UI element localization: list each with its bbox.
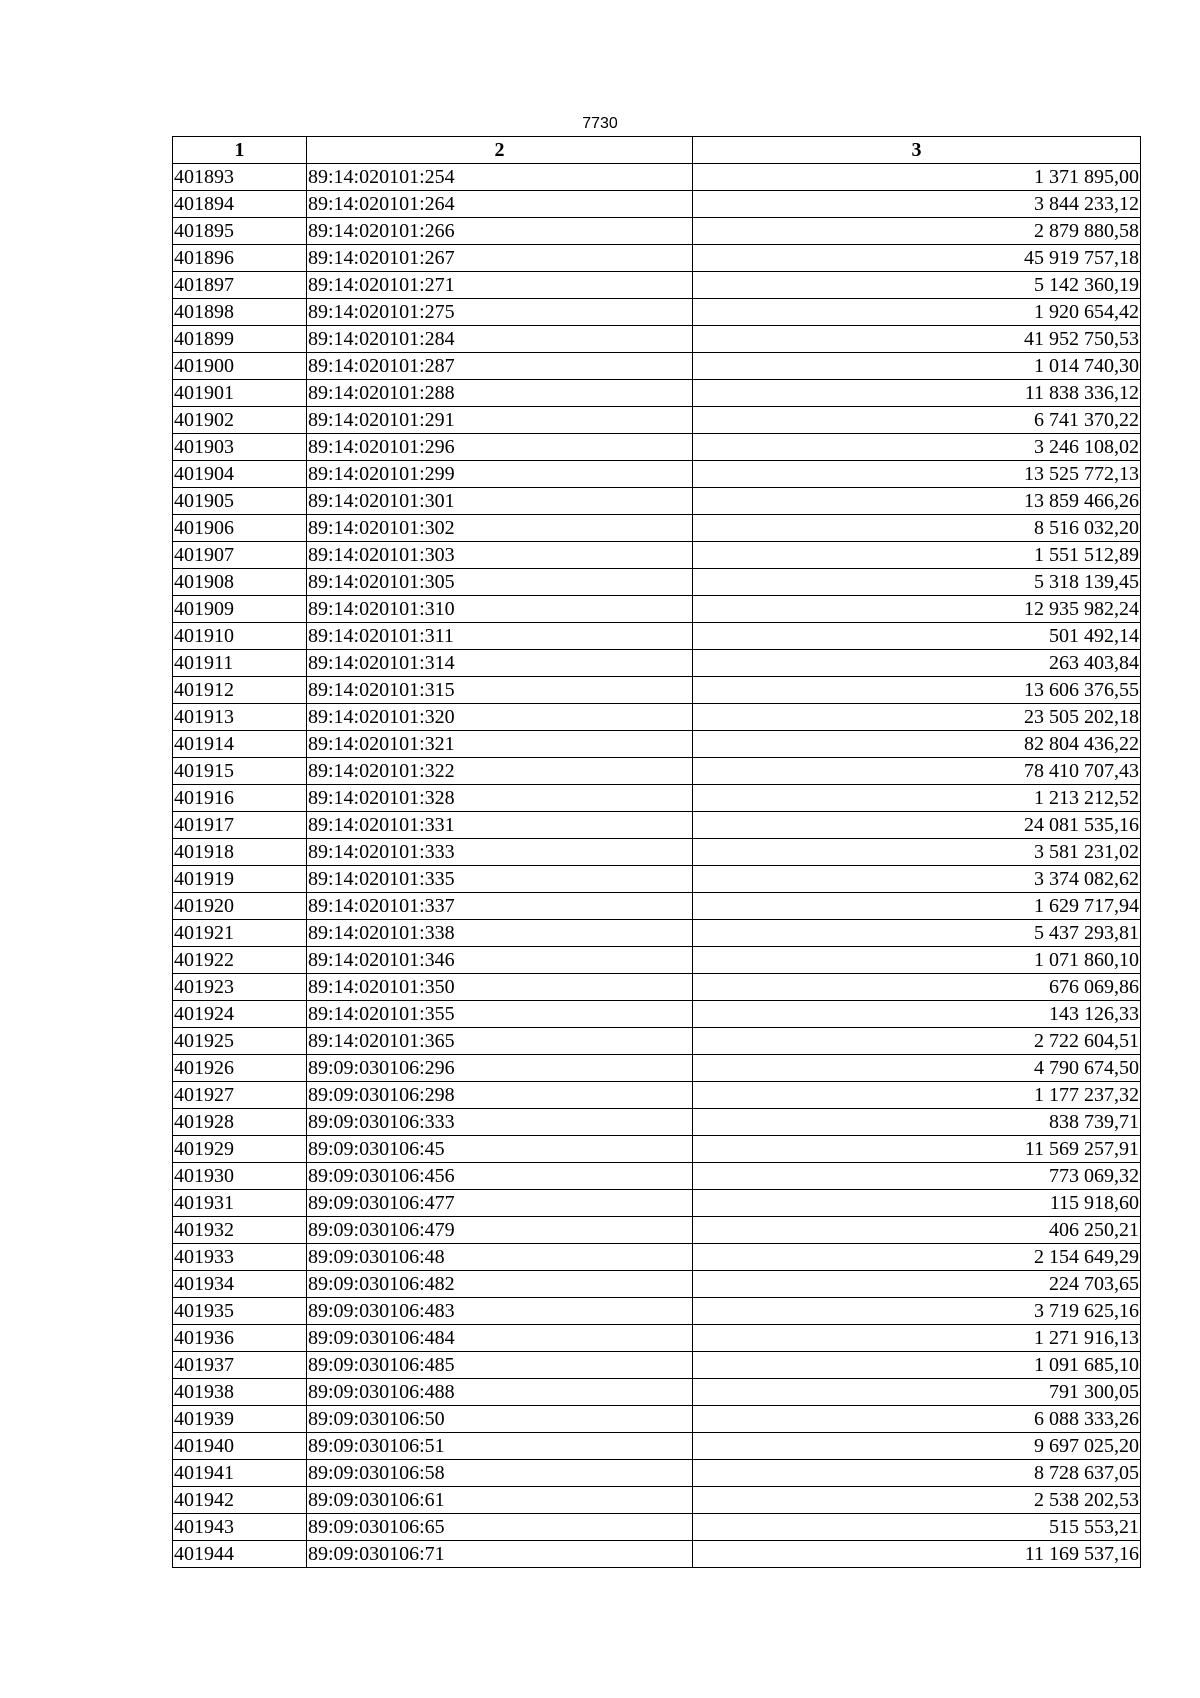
value-cell: 23 505 202,18 (693, 704, 1141, 731)
row-number-cell: 401912 (173, 677, 307, 704)
table-row (173, 758, 1141, 785)
row-number-cell: 401919 (173, 866, 307, 893)
table-row (173, 569, 1141, 596)
table-row (173, 1352, 1141, 1379)
table-row (173, 353, 1141, 380)
row-number-cell: 401924 (173, 1001, 307, 1028)
table-row (173, 650, 1141, 677)
value-cell: 4 790 674,50 (693, 1055, 1141, 1082)
value-cell: 838 739,71 (693, 1109, 1141, 1136)
row-number-cell: 401898 (173, 299, 307, 326)
cadastral-number-cell: 89:14:020101:346 (307, 947, 693, 974)
cadastral-number-cell: 89:09:030106:45 (307, 1136, 693, 1163)
value-cell: 11 838 336,12 (693, 380, 1141, 407)
row-number-cell: 401925 (173, 1028, 307, 1055)
cadastral-number-cell: 89:14:020101:310 (307, 596, 693, 623)
value-cell: 13 606 376,55 (693, 677, 1141, 704)
data-table (172, 136, 1141, 1568)
value-cell: 6 088 333,26 (693, 1406, 1141, 1433)
cadastral-number-cell: 89:14:020101:275 (307, 299, 693, 326)
cadastral-number-cell: 89:09:030106:65 (307, 1514, 693, 1541)
value-cell: 3 581 231,02 (693, 839, 1141, 866)
table-row (173, 704, 1141, 731)
cadastral-number-cell: 89:14:020101:338 (307, 920, 693, 947)
cadastral-number-cell: 89:14:020101:305 (307, 569, 693, 596)
table-row (173, 812, 1141, 839)
table-row (173, 272, 1141, 299)
column-header-3: 3 (693, 137, 1141, 164)
row-number-cell: 401934 (173, 1271, 307, 1298)
value-cell: 11 569 257,91 (693, 1136, 1141, 1163)
value-cell: 143 126,33 (693, 1001, 1141, 1028)
cadastral-number-cell: 89:14:020101:271 (307, 272, 693, 299)
row-number-cell: 401922 (173, 947, 307, 974)
cadastral-number-cell: 89:14:020101:311 (307, 623, 693, 650)
row-number-cell: 401931 (173, 1190, 307, 1217)
cadastral-number-cell: 89:09:030106:61 (307, 1487, 693, 1514)
table-row (173, 974, 1141, 1001)
cadastral-number-cell: 89:14:020101:331 (307, 812, 693, 839)
row-number-cell: 401911 (173, 650, 307, 677)
cadastral-number-cell: 89:09:030106:296 (307, 1055, 693, 1082)
row-number-cell: 401920 (173, 893, 307, 920)
table-row (173, 1325, 1141, 1352)
table-row (173, 1001, 1141, 1028)
row-number-cell: 401910 (173, 623, 307, 650)
row-number-cell: 401896 (173, 245, 307, 272)
row-number-cell: 401894 (173, 191, 307, 218)
table-row (173, 1541, 1141, 1568)
cadastral-number-cell: 89:14:020101:299 (307, 461, 693, 488)
row-number-cell: 401921 (173, 920, 307, 947)
value-cell: 13 525 772,13 (693, 461, 1141, 488)
table-row (173, 1406, 1141, 1433)
cadastral-number-cell: 89:14:020101:301 (307, 488, 693, 515)
table-header-row (173, 137, 1141, 164)
table-row (173, 1271, 1141, 1298)
value-cell: 82 804 436,22 (693, 731, 1141, 758)
table-row (173, 1487, 1141, 1514)
cadastral-number-cell: 89:09:030106:456 (307, 1163, 693, 1190)
table-row (173, 785, 1141, 812)
value-cell: 676 069,86 (693, 974, 1141, 1001)
table-row (173, 488, 1141, 515)
row-number-cell: 401902 (173, 407, 307, 434)
row-number-cell: 401935 (173, 1298, 307, 1325)
column-header-2: 2 (307, 137, 693, 164)
value-cell: 2 722 604,51 (693, 1028, 1141, 1055)
value-cell: 1 071 860,10 (693, 947, 1141, 974)
row-number-cell: 401928 (173, 1109, 307, 1136)
cadastral-number-cell: 89:14:020101:322 (307, 758, 693, 785)
row-number-cell: 401930 (173, 1163, 307, 1190)
value-cell: 5 437 293,81 (693, 920, 1141, 947)
row-number-cell: 401903 (173, 434, 307, 461)
value-cell: 45 919 757,18 (693, 245, 1141, 272)
cadastral-number-cell: 89:14:020101:296 (307, 434, 693, 461)
cadastral-number-cell: 89:14:020101:328 (307, 785, 693, 812)
value-cell: 41 952 750,53 (693, 326, 1141, 353)
table-row (173, 1082, 1141, 1109)
row-number-cell: 401908 (173, 569, 307, 596)
row-number-cell: 401914 (173, 731, 307, 758)
value-cell: 1 014 740,30 (693, 353, 1141, 380)
value-cell: 1 177 237,32 (693, 1082, 1141, 1109)
cadastral-number-cell: 89:14:020101:288 (307, 380, 693, 407)
cadastral-number-cell: 89:09:030106:488 (307, 1379, 693, 1406)
table-row (173, 1514, 1141, 1541)
value-cell: 2 154 649,29 (693, 1244, 1141, 1271)
cadastral-number-cell: 89:09:030106:333 (307, 1109, 693, 1136)
table-row (173, 1055, 1141, 1082)
table-row (173, 893, 1141, 920)
cadastral-number-cell: 89:14:020101:267 (307, 245, 693, 272)
table-row (173, 623, 1141, 650)
cadastral-number-cell: 89:14:020101:291 (307, 407, 693, 434)
table-row (173, 947, 1141, 974)
table-row (173, 1217, 1141, 1244)
row-number-cell: 401900 (173, 353, 307, 380)
row-number-cell: 401906 (173, 515, 307, 542)
row-number-cell: 401933 (173, 1244, 307, 1271)
cadastral-number-cell: 89:09:030106:71 (307, 1541, 693, 1568)
table-row (173, 1298, 1141, 1325)
table-row (173, 434, 1141, 461)
cadastral-number-cell: 89:14:020101:320 (307, 704, 693, 731)
table-row (173, 407, 1141, 434)
row-number-cell: 401895 (173, 218, 307, 245)
page-number: 7730 (582, 115, 618, 132)
row-number-cell: 401905 (173, 488, 307, 515)
cadastral-number-cell: 89:14:020101:350 (307, 974, 693, 1001)
row-number-cell: 401937 (173, 1352, 307, 1379)
table-row (173, 839, 1141, 866)
table-row (173, 191, 1141, 218)
row-number-cell: 401899 (173, 326, 307, 353)
table-row (173, 1136, 1141, 1163)
value-cell: 1 091 685,10 (693, 1352, 1141, 1379)
value-cell: 1 371 895,00 (693, 164, 1141, 191)
table-row (173, 866, 1141, 893)
table-row (173, 1028, 1141, 1055)
cadastral-number-cell: 89:14:020101:365 (307, 1028, 693, 1055)
cadastral-number-cell: 89:09:030106:298 (307, 1082, 693, 1109)
value-cell: 3 844 233,12 (693, 191, 1141, 218)
table-row (173, 461, 1141, 488)
cadastral-number-cell: 89:14:020101:337 (307, 893, 693, 920)
row-number-cell: 401938 (173, 1379, 307, 1406)
row-number-cell: 401893 (173, 164, 307, 191)
value-cell: 78 410 707,43 (693, 758, 1141, 785)
row-number-cell: 401932 (173, 1217, 307, 1244)
row-number-cell: 401940 (173, 1433, 307, 1460)
cadastral-number-cell: 89:14:020101:264 (307, 191, 693, 218)
cadastral-number-cell: 89:14:020101:284 (307, 326, 693, 353)
value-cell: 501 492,14 (693, 623, 1141, 650)
table-row (173, 920, 1141, 947)
row-number-cell: 401939 (173, 1406, 307, 1433)
table-row (173, 164, 1141, 191)
cadastral-number-cell: 89:14:020101:321 (307, 731, 693, 758)
column-header-1: 1 (173, 137, 307, 164)
cadastral-number-cell: 89:14:020101:303 (307, 542, 693, 569)
row-number-cell: 401929 (173, 1136, 307, 1163)
value-cell: 1 213 212,52 (693, 785, 1141, 812)
cadastral-number-cell: 89:14:020101:266 (307, 218, 693, 245)
value-cell: 1 629 717,94 (693, 893, 1141, 920)
row-number-cell: 401916 (173, 785, 307, 812)
table-row (173, 1109, 1141, 1136)
table-row (173, 515, 1141, 542)
table-row (173, 1163, 1141, 1190)
table-row (173, 326, 1141, 353)
cadastral-number-cell: 89:09:030106:50 (307, 1406, 693, 1433)
row-number-cell: 401917 (173, 812, 307, 839)
table-row (173, 1244, 1141, 1271)
cadastral-number-cell: 89:09:030106:485 (307, 1352, 693, 1379)
cadastral-number-cell: 89:09:030106:484 (307, 1325, 693, 1352)
row-number-cell: 401923 (173, 974, 307, 1001)
cadastral-number-cell: 89:14:020101:314 (307, 650, 693, 677)
row-number-cell: 401926 (173, 1055, 307, 1082)
row-number-cell: 401927 (173, 1082, 307, 1109)
table-row (173, 731, 1141, 758)
cadastral-number-cell: 89:09:030106:477 (307, 1190, 693, 1217)
cadastral-number-cell: 89:09:030106:51 (307, 1433, 693, 1460)
value-cell: 8 728 637,05 (693, 1460, 1141, 1487)
row-number-cell: 401897 (173, 272, 307, 299)
value-cell: 5 142 360,19 (693, 272, 1141, 299)
cadastral-number-cell: 89:14:020101:315 (307, 677, 693, 704)
cadastral-number-cell: 89:14:020101:333 (307, 839, 693, 866)
value-cell: 2 538 202,53 (693, 1487, 1141, 1514)
table-row (173, 1190, 1141, 1217)
value-cell: 13 859 466,26 (693, 488, 1141, 515)
row-number-cell: 401936 (173, 1325, 307, 1352)
value-cell: 11 169 537,16 (693, 1541, 1141, 1568)
value-cell: 3 374 082,62 (693, 866, 1141, 893)
table-body (173, 164, 1141, 1568)
value-cell: 515 553,21 (693, 1514, 1141, 1541)
row-number-cell: 401909 (173, 596, 307, 623)
value-cell: 791 300,05 (693, 1379, 1141, 1406)
value-cell: 8 516 032,20 (693, 515, 1141, 542)
table-row (173, 1433, 1141, 1460)
row-number-cell: 401901 (173, 380, 307, 407)
cadastral-number-cell: 89:09:030106:58 (307, 1460, 693, 1487)
cadastral-number-cell: 89:09:030106:483 (307, 1298, 693, 1325)
value-cell: 1 271 916,13 (693, 1325, 1141, 1352)
table-row (173, 677, 1141, 704)
table-row (173, 380, 1141, 407)
cadastral-number-cell: 89:14:020101:302 (307, 515, 693, 542)
table-row (173, 1460, 1141, 1487)
value-cell: 9 697 025,20 (693, 1433, 1141, 1460)
row-number-cell: 401942 (173, 1487, 307, 1514)
table-row (173, 596, 1141, 623)
table-row (173, 218, 1141, 245)
cadastral-number-cell: 89:14:020101:254 (307, 164, 693, 191)
table-row (173, 299, 1141, 326)
row-number-cell: 401907 (173, 542, 307, 569)
value-cell: 1 920 654,42 (693, 299, 1141, 326)
value-cell: 3 719 625,16 (693, 1298, 1141, 1325)
row-number-cell: 401913 (173, 704, 307, 731)
value-cell: 115 918,60 (693, 1190, 1141, 1217)
row-number-cell: 401904 (173, 461, 307, 488)
cadastral-number-cell: 89:14:020101:287 (307, 353, 693, 380)
row-number-cell: 401915 (173, 758, 307, 785)
row-number-cell: 401941 (173, 1460, 307, 1487)
row-number-cell: 401944 (173, 1541, 307, 1568)
table-row (173, 245, 1141, 272)
value-cell: 12 935 982,24 (693, 596, 1141, 623)
value-cell: 2 879 880,58 (693, 218, 1141, 245)
row-number-cell: 401943 (173, 1514, 307, 1541)
cadastral-number-cell: 89:09:030106:482 (307, 1271, 693, 1298)
value-cell: 263 403,84 (693, 650, 1141, 677)
table-row (173, 542, 1141, 569)
value-cell: 224 703,65 (693, 1271, 1141, 1298)
value-cell: 773 069,32 (693, 1163, 1141, 1190)
cadastral-number-cell: 89:14:020101:355 (307, 1001, 693, 1028)
table-row (173, 1379, 1141, 1406)
value-cell: 3 246 108,02 (693, 434, 1141, 461)
value-cell: 24 081 535,16 (693, 812, 1141, 839)
cadastral-number-cell: 89:09:030106:479 (307, 1217, 693, 1244)
row-number-cell: 401918 (173, 839, 307, 866)
value-cell: 5 318 139,45 (693, 569, 1141, 596)
value-cell: 6 741 370,22 (693, 407, 1141, 434)
cadastral-number-cell: 89:09:030106:48 (307, 1244, 693, 1271)
value-cell: 1 551 512,89 (693, 542, 1141, 569)
cadastral-number-cell: 89:14:020101:335 (307, 866, 693, 893)
value-cell: 406 250,21 (693, 1217, 1141, 1244)
